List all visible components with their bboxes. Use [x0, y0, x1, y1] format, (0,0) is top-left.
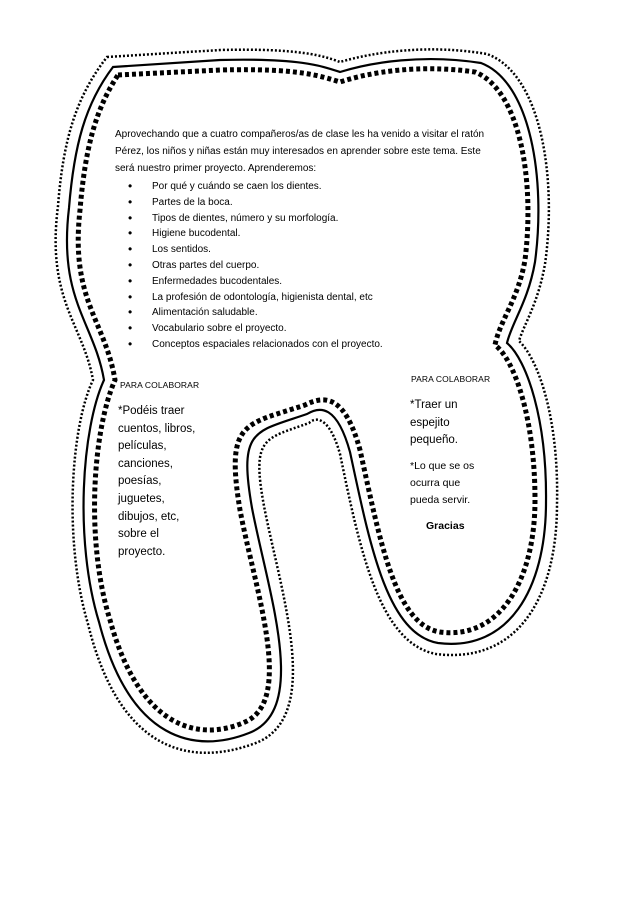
list-item: • Conceptos espaciales relacionados con el proyecto. — [128, 337, 383, 353]
mirror-request: *Traer un espejito pequeño. — [410, 399, 458, 447]
thanks-text: Gracias — [426, 520, 465, 532]
right-collaborate-heading: PARA COLABORAR — [411, 374, 491, 384]
intro-paragraph: Aprovechando que a cuatro compañeros/as de clase les ha venido a visitar el ratón Pérez, los niños y niñas están muy interesados en aprender sobre este tema. Este será nuestro primer proyecto. Aprenderemos: — [115, 129, 485, 174]
list-item: • Tipos de dientes, número y su morfología. — [128, 211, 383, 227]
list-item: • Vocabulario sobre el proyecto. — [128, 321, 383, 337]
list-item: • Partes de la boca. — [128, 195, 383, 211]
right-collaborate-text — [410, 397, 480, 509]
list-item: • Por qué y cuándo se caen los dientes. — [128, 179, 383, 195]
list-item: • Enfermedades bucodentales. — [128, 274, 383, 290]
list-item: • Higiene bucodental. — [128, 226, 383, 242]
list-item: • Otras partes del cuerpo. — [128, 258, 383, 274]
other-items-request: *Lo que se os ocurra que pueda servir. — [410, 459, 475, 506]
list-item: • Alimentación saludable. — [128, 305, 383, 321]
left-collaborate-text: *Podéis traer cuentos, libros, películas, canciones, poesías, juguetes, dibujos, etc, sobre el proyecto. — [118, 405, 196, 558]
list-item: • La profesión de odontología, higienista dental, etc — [128, 290, 383, 306]
topics-list — [128, 179, 383, 353]
left-collaborate-heading: PARA COLABORAR — [120, 380, 200, 390]
list-item: • Los sentidos. — [128, 242, 383, 258]
